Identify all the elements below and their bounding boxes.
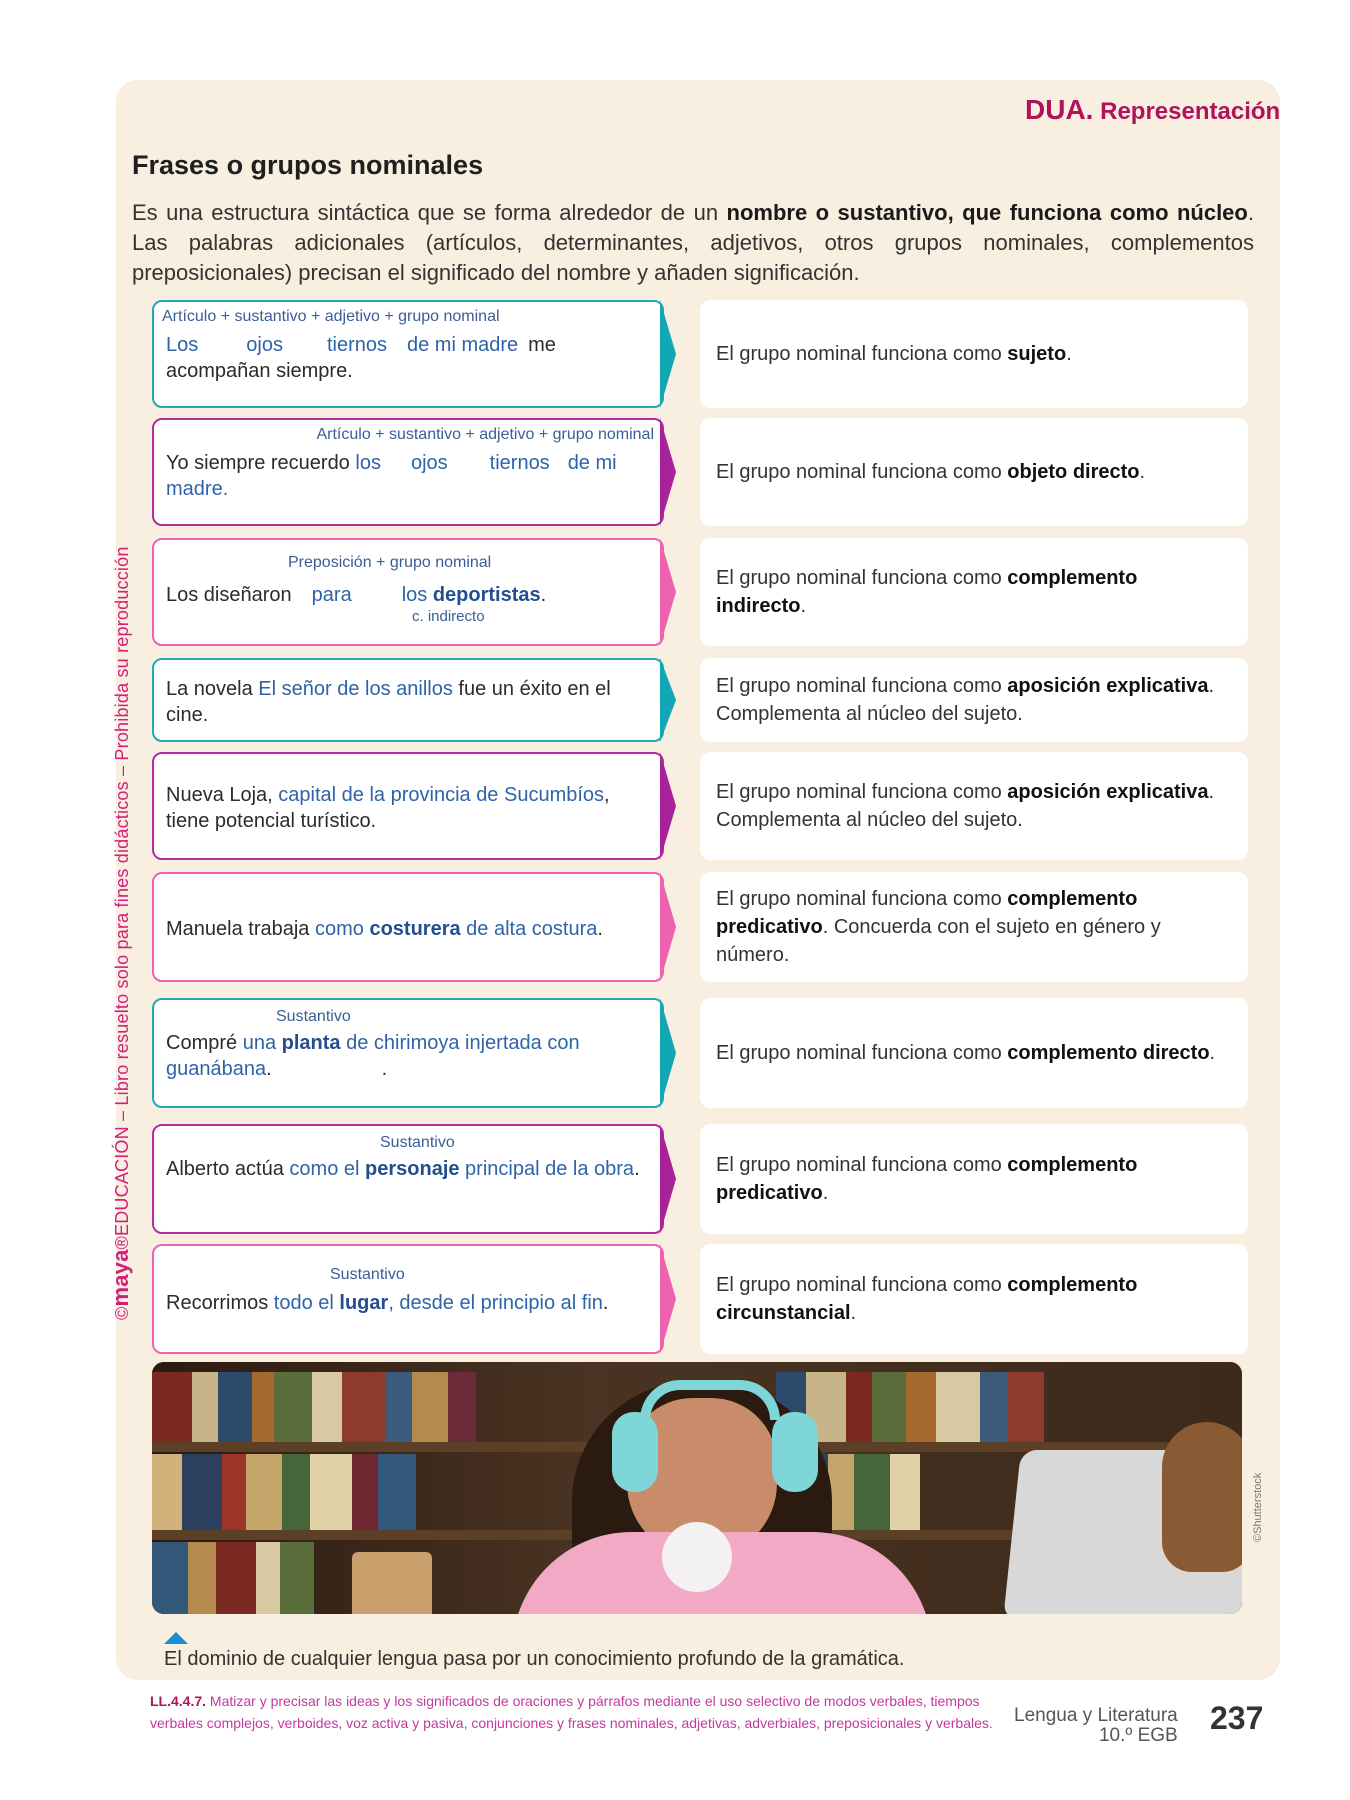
phrase-noun: costurera <box>369 918 461 940</box>
phrase-article: todo el <box>273 1292 340 1314</box>
phrase-complement: principal de la obra <box>459 1158 635 1180</box>
photo-credit: ©Shutterstock <box>1252 1472 1264 1542</box>
structure-annotation: Sustantivo <box>276 1008 351 1025</box>
example-box <box>152 538 664 646</box>
structure-annotation: Artículo + sustantivo + adjetivo + grupo nominal <box>162 308 500 325</box>
phrase-complement: , desde el principio al fin <box>388 1292 603 1314</box>
example-sentence <box>166 332 652 384</box>
function-box <box>700 872 1248 982</box>
function-text: El grupo nominal funciona como <box>716 888 1008 910</box>
subject-label <box>1014 1706 1178 1746</box>
page-title: Frases o grupos nominales <box>132 150 484 180</box>
phrase-apposition: El señor de los anillos <box>258 678 453 700</box>
headphone-left-icon <box>612 1412 658 1492</box>
structure-annotation: Artículo + sustantivo + adjetivo + grupo nominal <box>316 426 654 443</box>
dua-rest: Representación <box>1100 98 1281 125</box>
standard-text: Matizar y precisar las ideas y los significados de oraciones y párrafos mediante el uso selectivo de modos verbales, tiempos verbales complejos, verboides, voz activa y pasiva, conjunciones y frases nominales, adjetivas, adverbiales, preposicionales y verbales. <box>150 1693 993 1731</box>
function-box <box>700 418 1248 526</box>
vertical-copyright: ©maya®EDUCACIÓN – Libro resuelto solo para fines didácticos – Prohibida su reproducción <box>108 546 133 1320</box>
sentence-text: . <box>266 1058 272 1080</box>
sentence-text: Recorrimos <box>166 1292 274 1314</box>
example-sentence <box>166 450 652 502</box>
structure-annotation: Sustantivo <box>380 1134 455 1151</box>
example-sentence <box>166 676 652 728</box>
phrase-apposition: capital de la provincia de Sucumbíos <box>278 784 605 806</box>
phrase-noun: deportistas <box>432 584 541 606</box>
sentence-text: . <box>381 1058 388 1080</box>
phrase-nominal-group: madre. <box>166 478 229 500</box>
sentence-text: , tiene potencial turístico. <box>166 784 610 832</box>
example-sentence <box>166 1156 652 1182</box>
function-after: . <box>1066 343 1072 365</box>
function-after: . <box>822 1182 829 1204</box>
sentence-text: acompañan siempre. <box>166 360 353 382</box>
function-bold: aposición explicativa <box>1007 675 1209 697</box>
function-bold: complemento indirecto <box>716 567 1138 617</box>
phrase-preposition: como <box>314 918 370 940</box>
phrase-nominal-group: de mi madre <box>406 334 519 356</box>
sentence-text: . <box>634 1158 640 1180</box>
phrase-preposition: como el <box>289 1158 366 1180</box>
function-text: El grupo nominal funciona como <box>716 1042 1008 1064</box>
example-row-5 <box>152 752 1248 860</box>
function-after: . <box>1209 1042 1216 1064</box>
sentence-text: Los diseñaron <box>166 584 292 606</box>
dua-bold: DUA. <box>1025 94 1094 125</box>
row-arrow <box>660 1244 676 1354</box>
sentence-text: Nueva Loja, <box>166 784 279 806</box>
phrase-nominal-group: de mi <box>567 452 617 474</box>
example-row-4 <box>152 658 1248 742</box>
phrase-complement: de chirimoya injertada con guanábana <box>166 1032 580 1080</box>
phrase-article: una <box>242 1032 282 1054</box>
example-box <box>152 658 664 742</box>
page-number: 237 <box>1210 1700 1264 1736</box>
function-box <box>700 1124 1248 1234</box>
sentence-text: Compré <box>166 1032 243 1054</box>
function-bold: aposición explicativa <box>1007 781 1209 803</box>
standard-code: LL.4.4.7. <box>150 1693 207 1709</box>
pencil-cup <box>352 1552 432 1614</box>
row-arrow <box>660 872 676 982</box>
function-text: El grupo nominal funciona como <box>716 343 1008 365</box>
example-row-7 <box>152 998 1248 1108</box>
dua-label <box>1025 94 1280 126</box>
function-bold: objeto directo <box>1007 461 1140 483</box>
sentence-text: me <box>528 334 556 356</box>
example-sentence <box>166 1290 652 1316</box>
function-box <box>700 658 1248 742</box>
caption-triangle-icon <box>164 1632 188 1644</box>
function-box <box>700 998 1248 1108</box>
example-box <box>152 998 664 1108</box>
sub-annotation: c. indirecto <box>412 608 485 625</box>
example-row-8 <box>152 1124 1248 1234</box>
phrase-article: Los <box>166 334 199 356</box>
example-sentence <box>166 916 652 942</box>
phrase-preposition: para <box>311 584 352 606</box>
row-arrow <box>660 752 676 860</box>
pompom-pen <box>662 1522 732 1592</box>
example-box <box>152 300 664 408</box>
function-bold: complemento predicativo <box>716 888 1138 938</box>
headphone-right-icon <box>772 1412 818 1492</box>
phrase-adjective: tiernos <box>489 452 550 474</box>
curriculum-standard <box>150 1690 1000 1734</box>
brand-logo: maya <box>108 1249 133 1307</box>
sentence-text: fue un éxito en el cine. <box>166 678 611 726</box>
function-after: . Concuerda con el sujeto en género y número. <box>716 916 1161 966</box>
intro-bold: nombre o sustantivo, que funciona como núcleo <box>726 200 1248 225</box>
sentence-text: La novela <box>166 678 259 700</box>
function-text: El grupo nominal funciona como <box>716 675 1008 697</box>
photo-caption: El dominio de cualquier lengua pasa por un conocimiento profundo de la gramática. <box>164 1648 905 1670</box>
example-sentence <box>166 782 652 834</box>
example-row-2 <box>152 418 1248 526</box>
example-sentence <box>166 582 652 608</box>
example-box <box>152 1244 664 1354</box>
function-text: El grupo nominal funciona como <box>716 1274 1008 1296</box>
function-bold: complemento directo <box>1007 1042 1210 1064</box>
row-arrow <box>660 658 676 742</box>
example-box <box>152 872 664 982</box>
example-box <box>152 418 664 526</box>
headphones-band <box>640 1380 780 1420</box>
function-text: El grupo nominal funciona como <box>716 567 1008 589</box>
phrase-article: los <box>355 452 381 474</box>
example-row-3 <box>152 538 1248 646</box>
intro-text-1: Es una estructura sintáctica que se forma alrededor de un <box>132 200 727 225</box>
structure-annotation: Sustantivo <box>330 1266 405 1283</box>
function-bold: sujeto <box>1007 343 1067 365</box>
function-after: . <box>850 1302 857 1324</box>
phrase-noun: ojos <box>246 334 283 356</box>
grade-label: 10.º EGB <box>1098 1725 1178 1746</box>
teddy-bear-icon <box>1162 1422 1242 1572</box>
function-after: . Complementa al núcleo del sujeto. <box>716 675 1215 725</box>
sentence-text: Yo siempre recuerdo <box>166 452 356 474</box>
phrase-complement: de alta costura <box>460 918 598 940</box>
function-after: . Complementa al núcleo del sujeto. <box>716 781 1215 831</box>
example-box <box>152 1124 664 1234</box>
photo-girl-studying <box>152 1362 1242 1614</box>
example-row-1 <box>152 300 1248 408</box>
example-sentence <box>166 1030 652 1082</box>
row-arrow <box>660 998 676 1108</box>
function-text: El grupo nominal funciona como <box>716 461 1008 483</box>
phrase-adjective: tiernos <box>326 334 387 356</box>
subject-name: Lengua y Literatura <box>1014 1705 1178 1726</box>
row-arrow <box>660 418 676 526</box>
intro-paragraph <box>132 198 1254 288</box>
intro-text-2: . Las palabras adicionales (artículos, determinantes, adjetivos, otros grupos nominales, complementos preposicionales) precisan el significado del nombre y añaden significación. <box>132 200 1254 285</box>
sentence-text: Alberto actúa <box>166 1158 290 1180</box>
function-text: El grupo nominal funciona como <box>716 1154 1008 1176</box>
function-box <box>700 752 1248 860</box>
sentence-text: . <box>597 918 603 940</box>
function-box <box>700 538 1248 646</box>
sentence-text: . <box>540 584 547 606</box>
function-bold: complemento predicativo <box>716 1154 1138 1204</box>
phrase-article: los <box>401 584 433 606</box>
row-arrow <box>660 538 676 646</box>
structure-annotation: Preposición + grupo nominal <box>288 554 492 571</box>
phrase-noun: planta <box>281 1032 341 1054</box>
example-row-6 <box>152 872 1248 982</box>
function-after: . <box>1139 461 1146 483</box>
phrase-noun: personaje <box>365 1158 460 1180</box>
function-bold: complemento circunstancial <box>716 1274 1138 1324</box>
sentence-text: Manuela trabaja <box>166 918 315 940</box>
function-box <box>700 300 1248 408</box>
phrase-noun: lugar <box>339 1292 389 1314</box>
example-box <box>152 752 664 860</box>
function-box <box>700 1244 1248 1354</box>
function-text: El grupo nominal funciona como <box>716 781 1008 803</box>
row-arrow <box>660 300 676 408</box>
row-arrow <box>660 1124 676 1234</box>
phrase-noun: ojos <box>410 452 448 474</box>
example-row-9 <box>152 1244 1248 1354</box>
copyright-text: EDUCACIÓN – Libro resuelto solo para fines didácticos – Prohibida su reproducción <box>112 546 132 1236</box>
sentence-text: . <box>602 1292 609 1314</box>
function-after: . <box>800 595 807 617</box>
